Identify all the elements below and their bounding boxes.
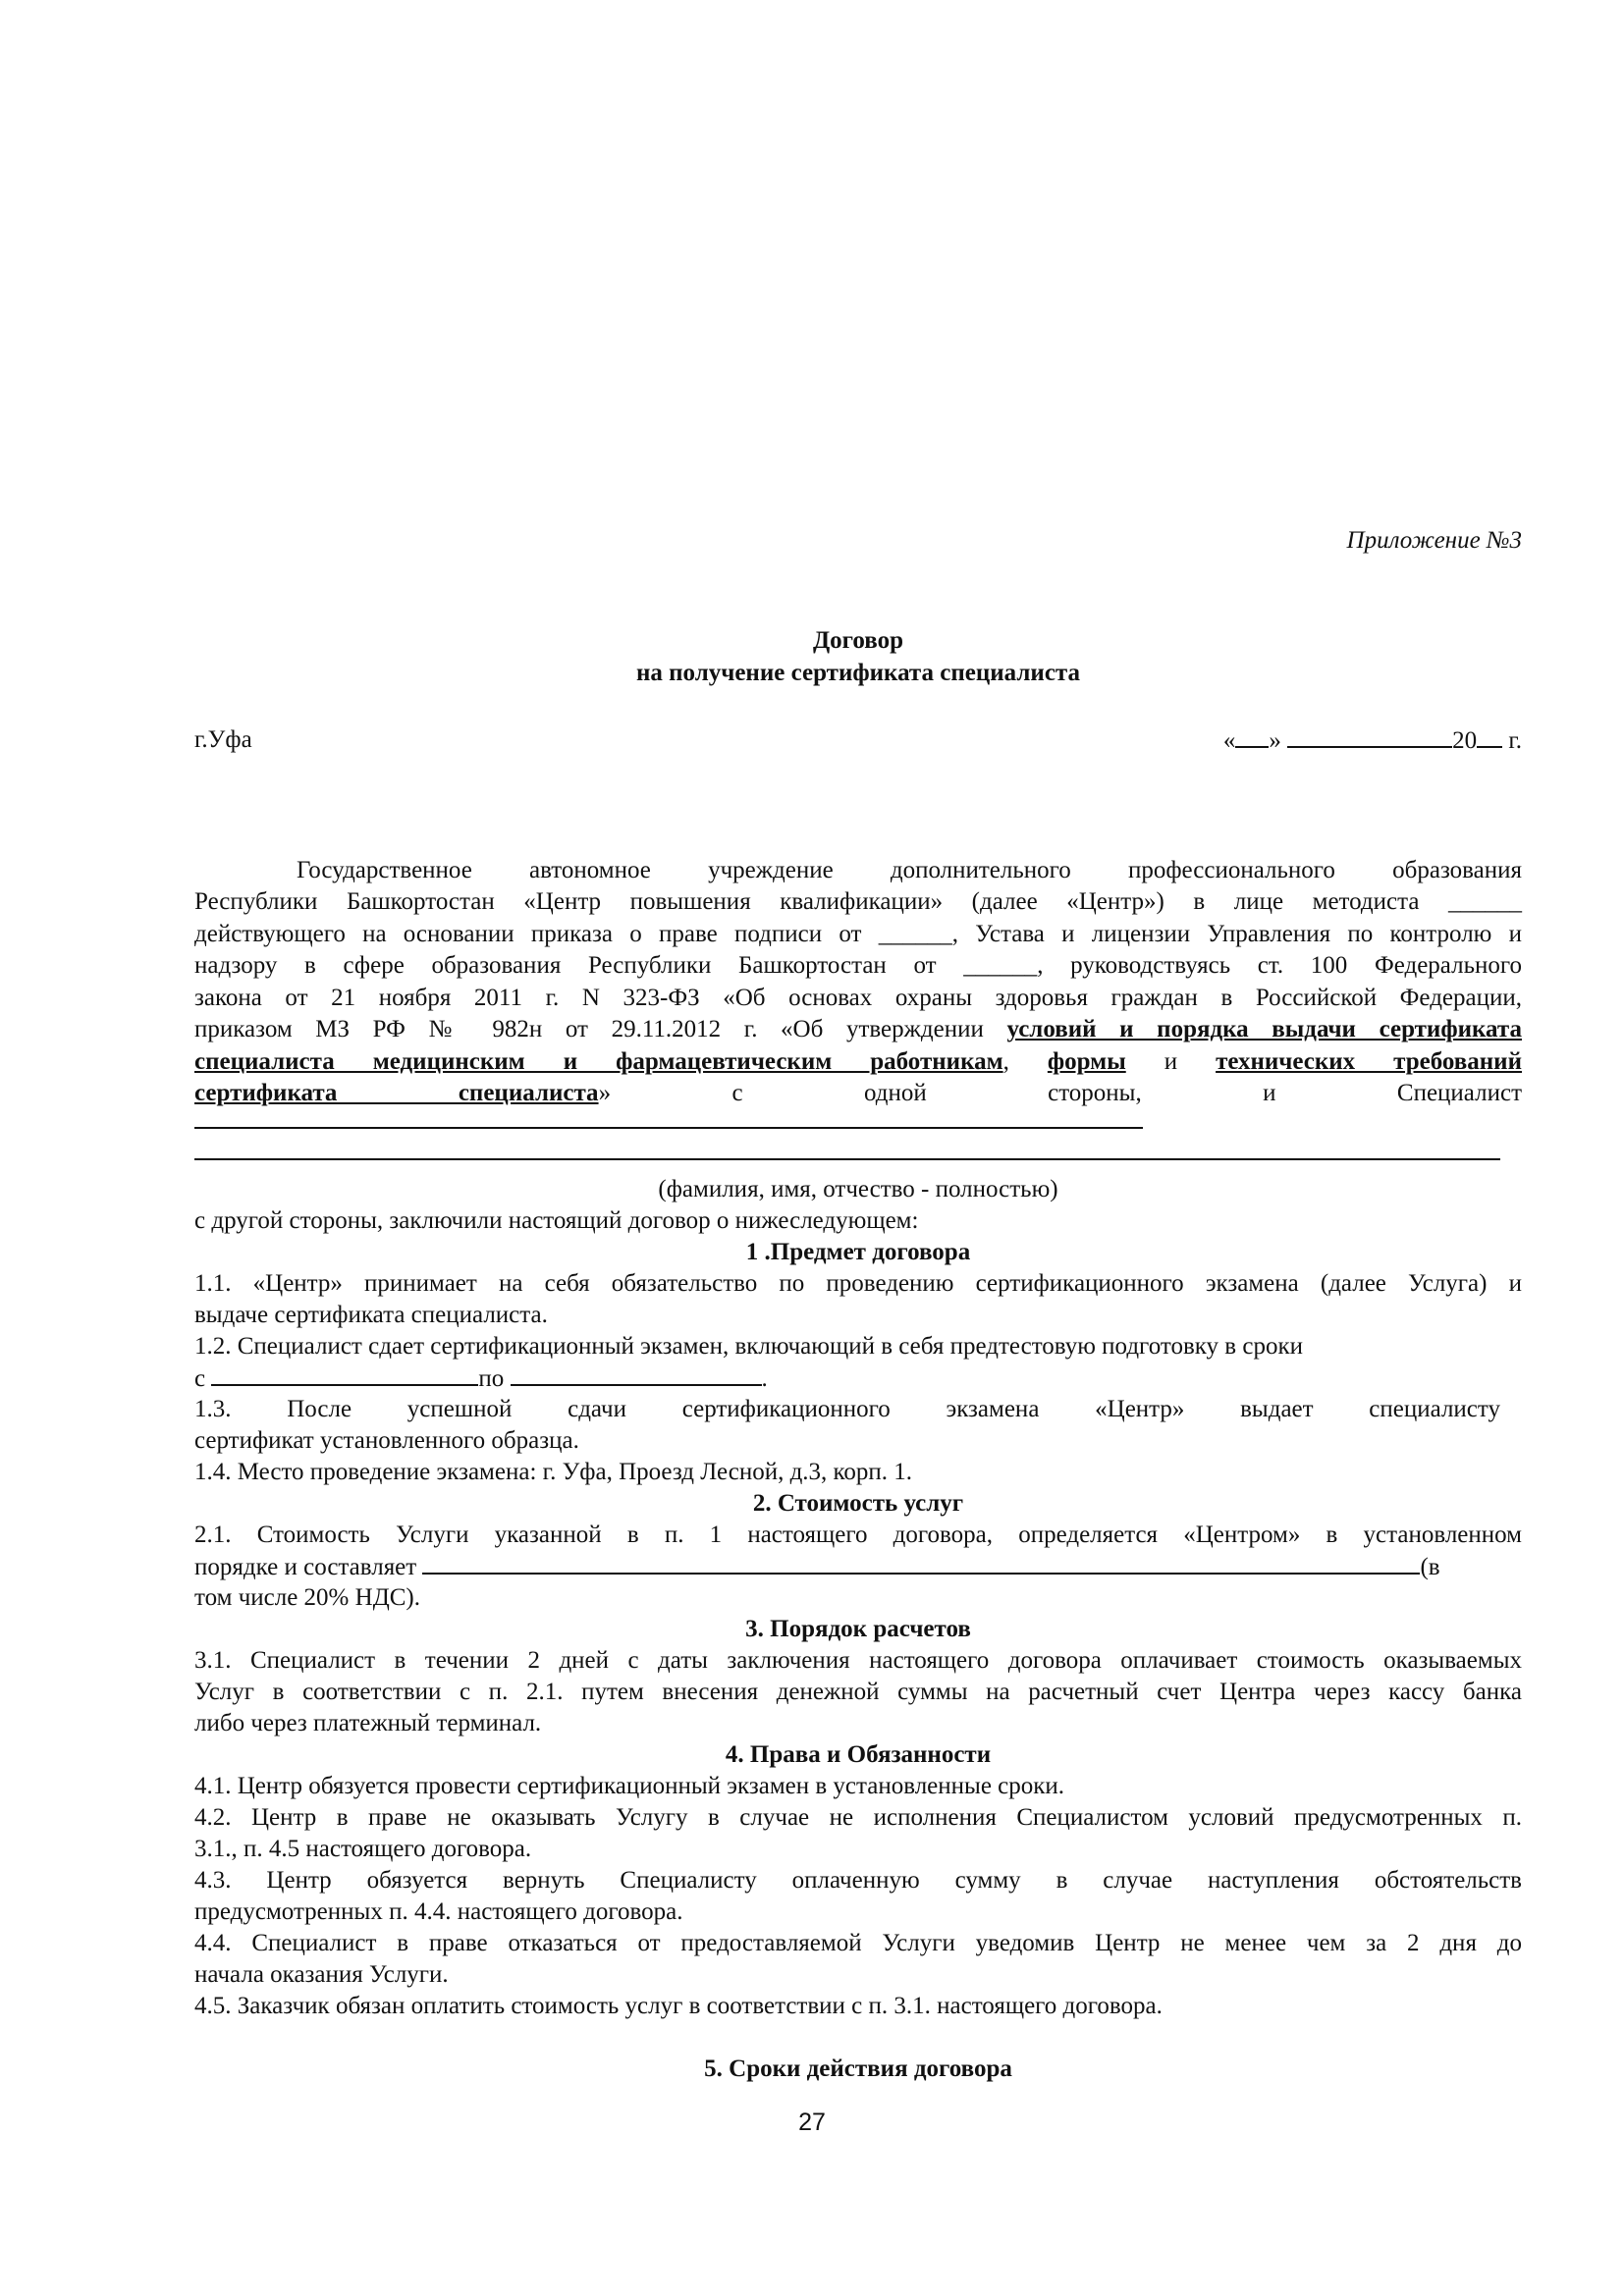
clause-2-1-line-2: порядке и составляет (в [194, 1551, 1522, 1584]
clause-4-2-line-2: 3.1., п. 4.5 настоящего договора. [194, 1836, 532, 1862]
date-field: « » 20 г. [1223, 724, 1522, 758]
month-blank [1287, 724, 1452, 748]
section-2-heading: 2. Стоимость услуг [752, 1490, 964, 1517]
preamble-closing: с другой стороны, заключили настоящий договор о нижеследующем: [194, 1207, 919, 1234]
preamble-line-1: Государственное автономное учреждение дополнительного профессионального образования [297, 857, 1522, 883]
preamble-line-6: приказом МЗ РФ № 982н от 29.11.2012 г. «Об утверждении условий и порядка выдачи сертификата [194, 1016, 1522, 1042]
page-number: 27 [798, 2109, 826, 2136]
clause-2-1-line-3: том числе 20% НДС). [194, 1584, 420, 1611]
city: г.Уфа [194, 726, 252, 753]
fio-blank-line-1 [194, 1127, 1143, 1129]
clause-4-1: 4.1. Центр обязуется провести сертификационный экзамен в установленные сроки. [194, 1773, 1065, 1799]
day-blank [1235, 724, 1269, 748]
clause-4-3-line-2: предусмотренных п. 4.4. настоящего договора. [194, 1898, 683, 1925]
preamble-line-3: действующего на основании приказа о праве подписи от ______, Устава и лицензии Управления по контролю и [194, 921, 1522, 947]
section-4-heading: 4. Права и Обязанности [725, 1741, 992, 1768]
clause-4-4-line-2: начала оказания Услуги. [194, 1961, 449, 1988]
clause-2-1-line-1: 2.1. Стоимость Услуги указанной в п. 1 настоящего договора, определяется «Центром» в установленном [194, 1522, 1522, 1548]
appendix-label: Приложение №3 [1346, 527, 1522, 554]
year-blank [1477, 724, 1502, 748]
clause-3-1-line-3: либо через платежный терминал. [194, 1710, 542, 1736]
document-subtitle: на получение сертификата специалиста [635, 660, 1080, 686]
fio-blank-line-2 [194, 1158, 1500, 1160]
section-5-heading: 5. Сроки действия договора [704, 2056, 1012, 2082]
preamble-line-8: сертификата специалиста» с одной стороны, и Специалист [194, 1080, 1522, 1106]
clause-1-3-line-2: сертификат установленного образца. [194, 1427, 579, 1454]
section-3-heading: 3. Порядок расчетов [745, 1616, 971, 1642]
preamble-line-2: Республики Башкортостан «Центр повышения квалификации» (далее «Центр») в лице методиста ______ [194, 888, 1522, 915]
clause-3-1-line-1: 3.1. Специалист в течении 2 дней с даты заключения настоящего договора оплачивает стоимость оказываемых [194, 1647, 1522, 1674]
clause-1-3-line-1: 1.3. После успешной сдачи сертификационного экзамена «Центр» выдает специалисту [194, 1396, 1500, 1422]
place-date-row [194, 724, 1522, 757]
fio-caption: (фамилия, имя, отчество - полностью) [658, 1176, 1058, 1202]
link-tech-requirements: технических требований [1216, 1048, 1522, 1075]
clause-1-1-line-1: 1.1. «Центр» принимает на себя обязательство по проведению сертификационного экзамена (далее Услуга) и [194, 1270, 1522, 1297]
clause-1-1-line-2: выдаче сертификата специалиста. [194, 1302, 548, 1328]
clause-4-5: 4.5. Заказчик обязан оплатить стоимость услуг в соответствии с п. 3.1. настоящего договора. [194, 1993, 1163, 2019]
date-from-blank [211, 1362, 478, 1386]
preamble-line-7: специалиста медицинским и фармацевтическим работникам, формы и технических требований [194, 1048, 1522, 1075]
price-blank [422, 1551, 1420, 1575]
section-1-heading: 1 .Предмет договора [745, 1239, 971, 1265]
clause-1-2-line-1: 1.2. Специалист сдает сертификационный экзамен, включающий в себя предтестовую подготовку в сроки [194, 1333, 1303, 1360]
preamble-line-5: закона от 21 ноября 2011 г. N 323-ФЗ «Об основах охраны здоровья граждан в Российской Федерации, [194, 985, 1522, 1011]
date-to-blank [511, 1362, 762, 1386]
clause-4-3-line-1: 4.3. Центр обязуется вернуть Специалисту оплаченную сумму в случае наступления обстоятельств [194, 1867, 1522, 1894]
preamble-line-4: надзору в сфере образования Республики Башкортостан от ______, руководствуясь ст. 100 Федерального [194, 952, 1522, 979]
clause-4-4-line-1: 4.4. Специалист в праве отказаться от предоставляемой Услуги уведомив Центр не менее чем за 2 дня до [194, 1930, 1522, 1956]
clause-3-1-line-2: Услуг в соответствии с п. 2.1. путем внесения денежной суммы на расчетный счет Центра через кассу банка [194, 1679, 1522, 1705]
clause-1-2-dates: с по . [194, 1362, 1522, 1396]
link-conditions: условий и порядка выдачи сертификата [1006, 1016, 1522, 1042]
link-forms: формы [1047, 1048, 1126, 1075]
clause-4-2-line-1: 4.2. Центр в праве не оказывать Услугу в случае не исполнения Специалистом условий предусмотренных п. [194, 1804, 1522, 1831]
document-title: Договор [812, 627, 904, 654]
clause-1-4: 1.4. Место проведение экзамена: г. Уфа, Проезд Лесной, д.3, корп. 1. [194, 1459, 913, 1485]
